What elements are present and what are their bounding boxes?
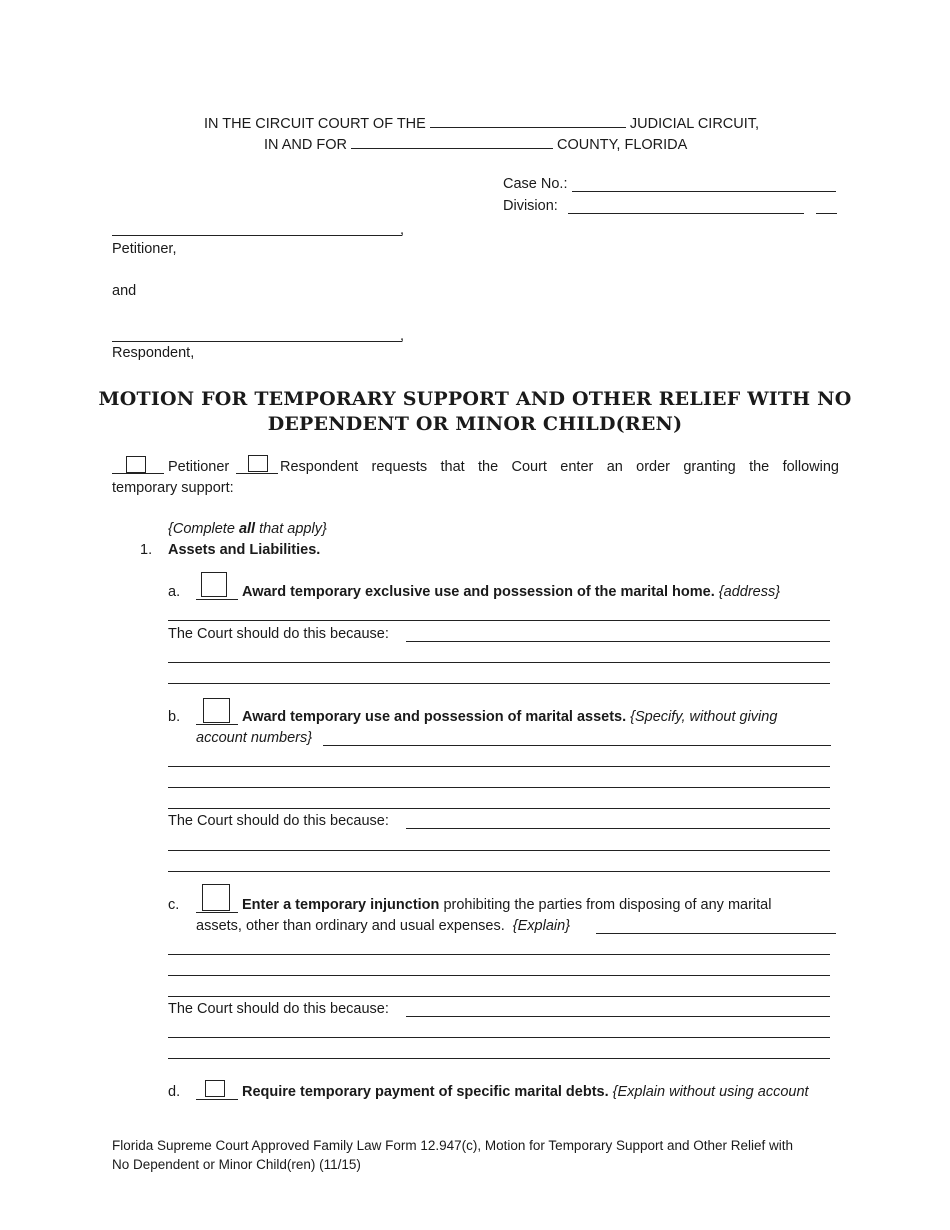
section-number: 1.: [140, 542, 153, 558]
request-text: Respondent requests that the Court enter an order granting the following: [280, 459, 839, 475]
respondent-label: Respondent,: [112, 345, 195, 361]
item-a-letter: a.: [168, 584, 181, 600]
item-b-specify-line-4[interactable]: [168, 808, 830, 809]
item-a-because-line-1[interactable]: [406, 641, 830, 642]
item-b-text-continuation: account numbers}: [196, 730, 313, 746]
item-b-because-line-2[interactable]: [168, 850, 830, 851]
judicial-circuit-label: JUDICIAL CIRCUIT,: [629, 116, 760, 132]
request-text-continuation: temporary support:: [112, 480, 234, 496]
division-field[interactable]: [568, 213, 804, 214]
respondent-name-field[interactable]: [112, 341, 402, 342]
item-d-check-line: [196, 1099, 238, 1100]
item-b-check-line: [196, 724, 238, 725]
item-b-specify-line-2[interactable]: [168, 766, 830, 767]
item-a-because-label: The Court should do this because:: [168, 626, 389, 642]
item-c-text-continuation: assets, other than ordinary and usual expenses. {Explain}: [196, 918, 571, 934]
item-a-because-line-2[interactable]: [168, 662, 830, 663]
county-label: COUNTY, FLORIDA: [557, 137, 688, 153]
form-title-line-2: DEPENDENT OR MINOR CHILD(REN): [267, 413, 683, 435]
court-header-line-1: [204, 113, 759, 132]
complete-all-instruction: {Complete all that apply}: [168, 521, 327, 537]
petitioner-check-line: [112, 473, 164, 474]
petitioner-label: Petitioner,: [112, 241, 177, 257]
form-title-line-1: MOTION FOR TEMPORARY SUPPORT AND OTHER RELIEF WITH NO: [98, 388, 852, 410]
item-c-explain-line-1[interactable]: [596, 933, 836, 934]
item-d-text: Require temporary payment of specific marital debts. {Explain without using account: [242, 1084, 809, 1100]
item-d-checkbox[interactable]: [205, 1080, 225, 1097]
respondent-check-line: [236, 473, 278, 474]
footer-line-1: Florida Supreme Court Approved Family Law Form 12.947(c), Motion for Temporary Support and Other Relief with: [112, 1138, 794, 1153]
county-field[interactable]: [351, 134, 553, 149]
case-no-field[interactable]: [572, 191, 836, 192]
item-c-checkbox[interactable]: [202, 884, 230, 911]
item-c-explain-line-3[interactable]: [168, 975, 830, 976]
respondent-checkbox[interactable]: [248, 455, 268, 472]
footer-line-2: No Dependent or Minor Child(ren) (11/15): [112, 1157, 361, 1172]
item-c-letter: c.: [168, 897, 180, 913]
item-a-address-line[interactable]: [168, 620, 830, 621]
petitioner-option-label: Petitioner: [168, 459, 230, 475]
item-b-checkbox[interactable]: [203, 698, 230, 723]
item-a-check-line: [196, 599, 238, 600]
item-a-text: Award temporary exclusive use and possession of the marital home. {address}: [242, 584, 781, 600]
item-b-because-label: The Court should do this because:: [168, 813, 389, 829]
petitioner-name-field[interactable]: [112, 235, 402, 236]
item-b-specify-line-1[interactable]: [323, 745, 831, 746]
judicial-circuit-field[interactable]: [430, 113, 626, 128]
case-no-label: Case No.:: [503, 176, 568, 192]
item-b-text: Award temporary use and possession of marital assets. {Specify, without giving: [242, 709, 778, 725]
item-c-because-line-1[interactable]: [406, 1016, 830, 1017]
and-label: and: [112, 283, 137, 299]
item-c-because-line-3[interactable]: [168, 1058, 830, 1059]
item-b-because-line-3[interactable]: [168, 871, 830, 872]
item-b-specify-line-3[interactable]: [168, 787, 830, 788]
item-d-letter: d.: [168, 1084, 181, 1100]
item-c-because-line-2[interactable]: [168, 1037, 830, 1038]
item-a-because-line-3[interactable]: [168, 683, 830, 684]
court-label: IN THE CIRCUIT COURT OF THE: [204, 116, 426, 132]
item-c-because-label: The Court should do this because:: [168, 1001, 389, 1017]
petitioner-checkbox[interactable]: [126, 456, 146, 473]
court-header-line-2: [264, 134, 687, 153]
footer: [112, 1136, 793, 1174]
item-c-explain-line-2[interactable]: [168, 954, 830, 955]
item-b-letter: b.: [168, 709, 181, 725]
item-c-text: Enter a temporary injunction prohibiting the parties from disposing of any marital: [242, 897, 772, 913]
item-a-checkbox[interactable]: [201, 572, 227, 597]
division-label: Division:: [503, 198, 558, 214]
petitioner-comma: ,: [400, 222, 405, 238]
item-c-check-line: [196, 912, 238, 913]
respondent-comma: ,: [400, 328, 405, 344]
item-b-because-line-1[interactable]: [406, 828, 830, 829]
section-heading: Assets and Liabilities.: [168, 542, 321, 558]
division-field-extra[interactable]: [816, 213, 837, 214]
in-and-for-label: IN AND FOR: [264, 137, 347, 153]
item-c-explain-line-4[interactable]: [168, 996, 830, 997]
